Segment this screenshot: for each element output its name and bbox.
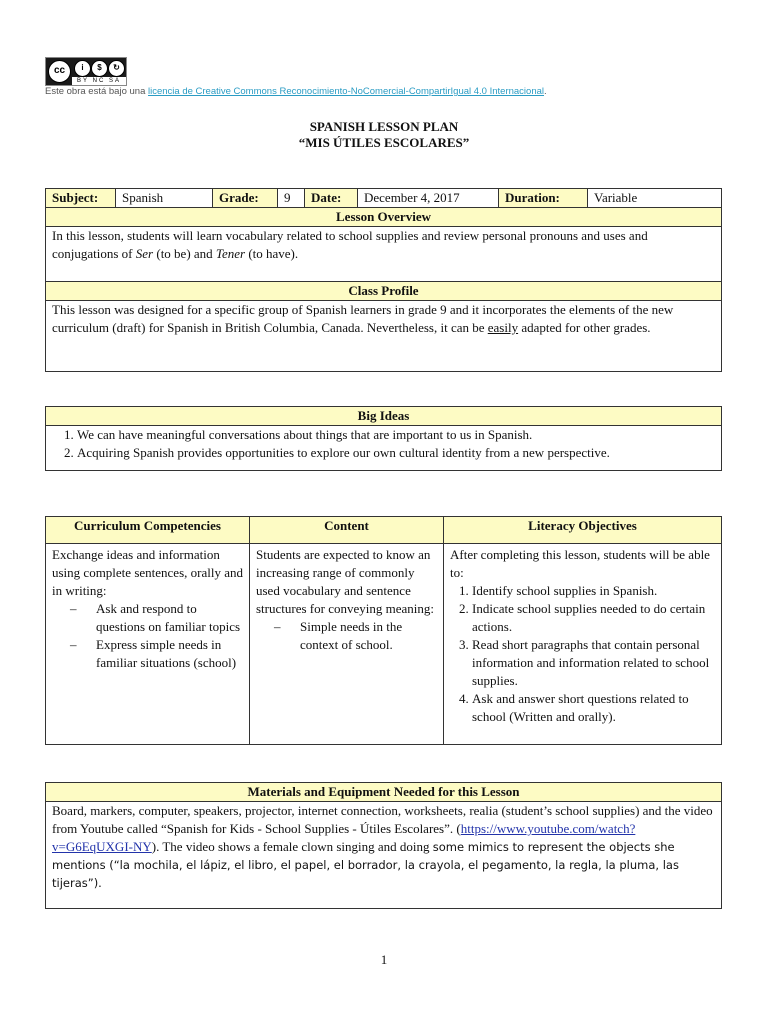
- badge-labels: BY NC SA: [72, 77, 126, 85]
- grade-label: Grade:: [213, 189, 278, 208]
- list-item: 4. Ask and answer short questions related to school (Written and orally).: [472, 690, 715, 726]
- youtube-video-link[interactable]: https://www.youtube.com/watch?v=G6EqUXGI-NY: [52, 821, 636, 854]
- curriculum-bullets: [52, 600, 243, 672]
- literacy-objectives-header: Literacy Objectives: [444, 517, 722, 544]
- curriculum-competencies-header: Curriculum Competencies: [46, 517, 250, 544]
- subject-label: Subject:: [46, 189, 116, 208]
- class-profile-body: This lesson was designed for a specific group of Spanish learners in grade 9 and it incorporates the elements of the new curriculum (draft) for Spanish in British Columbia, Canada. Nevertheless, it can be easily adapted for other grades.: [46, 301, 722, 372]
- list-item: 2. Indicate school supplies needed to do certain actions.: [472, 600, 715, 636]
- duration-value: Variable: [588, 189, 722, 208]
- date-value: December 4, 2017: [358, 189, 499, 208]
- big-ideas-header: Big Ideas: [46, 407, 722, 426]
- materials-header: Materials and Equipment Needed for this Lesson: [46, 783, 722, 802]
- class-profile-header: Class Profile: [46, 282, 722, 301]
- duration-label: Duration:: [499, 189, 588, 208]
- lesson-info-table: [45, 188, 722, 372]
- grade-value: 9: [278, 189, 305, 208]
- license-link[interactable]: licencia de Creative Commons Reconocimiento-NoComercial-CompartirIgual 4.0 Internacional: [148, 86, 545, 97]
- attribution-icon: i: [74, 60, 91, 77]
- big-ideas-list: [52, 426, 715, 462]
- list-item: 2. Acquiring Spanish provides opportunities to explore our own cultural identity from a new perspective.: [77, 444, 715, 462]
- lesson-overview-header: Lesson Overview: [46, 208, 722, 227]
- literacy-objectives-list: [450, 582, 715, 726]
- lesson-overview-body: In this lesson, students will learn vocabulary related to school supplies and review personal pronouns and uses and conjugations of Ser (to be) and Tener (to have).: [46, 227, 722, 282]
- document-title: [0, 119, 768, 151]
- page-number: 1: [380, 952, 388, 967]
- content-header: Content: [250, 517, 444, 544]
- cc-license-badge[interactable]: [45, 57, 127, 86]
- easily-underlined: easily: [487, 320, 519, 335]
- noncommercial-icon: $: [91, 60, 108, 77]
- list-item: 1. We can have meaningful conversations about things that are important to us in Spanish.: [77, 426, 715, 444]
- list-item: – Simple needs in the context of school.: [274, 618, 437, 654]
- list-item: – Express simple needs in familiar situations (school): [70, 636, 243, 672]
- date-label: Date:: [305, 189, 358, 208]
- license-notice: [45, 86, 547, 97]
- ser-term: Ser: [135, 246, 154, 261]
- tener-term: Tener: [215, 246, 246, 261]
- competencies-table: [45, 516, 722, 745]
- list-item: – Ask and respond to questions on familiar topics: [70, 600, 243, 636]
- list-item: 3. Read short paragraphs that contain personal information and information related to school supplies.: [472, 636, 715, 690]
- big-ideas-table: [45, 406, 722, 471]
- materials-body: Board, markers, computer, speakers, projector, internet connection, worksheets, realia (student’s school supplies) and the video from Youtube called “Spanish for Kids - School Supplies - Útiles Escolares”. (https://www.youtube.com/watch?v=G6EqUXGI-NY). The video shows a female clown singing and doing some mimics to represent the objects she mentions (“la mochila, el lápiz, el libro, el papel, el borrador, la crayola, el pegamento, la regla, la pluma, las tijeras”).: [46, 802, 722, 909]
- list-item: 1. Identify school supplies in Spanish.: [472, 582, 715, 600]
- cc-logo-icon: cc: [48, 60, 71, 83]
- literacy-objectives-cell: After completing this lesson, students will be able to: 1. Identify school supplies in Spanish. 2. Indicate school supplies needed to do certain actions. 3. Read short paragraphs that contain personal information and information related to school supplies. 4. Ask and answer short questions related to school (Written and orally).: [444, 544, 722, 745]
- license-prefix: Este obra está bajo una: [45, 86, 148, 97]
- license-suffix: .: [544, 86, 547, 97]
- content-cell: Students are expected to know an increasing range of commonly used vocabulary and sentence structures for conveying meaning: – Simple needs in the context of school.: [250, 544, 444, 745]
- content-bullets: [256, 618, 437, 654]
- curriculum-competencies-cell: Exchange ideas and information using complete sentences, orally and in writing: – Ask and respond to questions on familiar topics – Express simple needs in familiar situations (school): [46, 544, 250, 745]
- creative-commons-icon: [45, 57, 127, 86]
- title-line-2: “MIS ÚTILES ESCOLARES”: [298, 135, 470, 150]
- subject-value: Spanish: [116, 189, 213, 208]
- title-line-1: SPANISH LESSON PLAN: [309, 119, 459, 134]
- big-ideas-body: [46, 426, 722, 471]
- materials-table: [45, 782, 722, 909]
- info-row: [46, 189, 722, 208]
- sharealike-icon: ↻: [108, 60, 125, 77]
